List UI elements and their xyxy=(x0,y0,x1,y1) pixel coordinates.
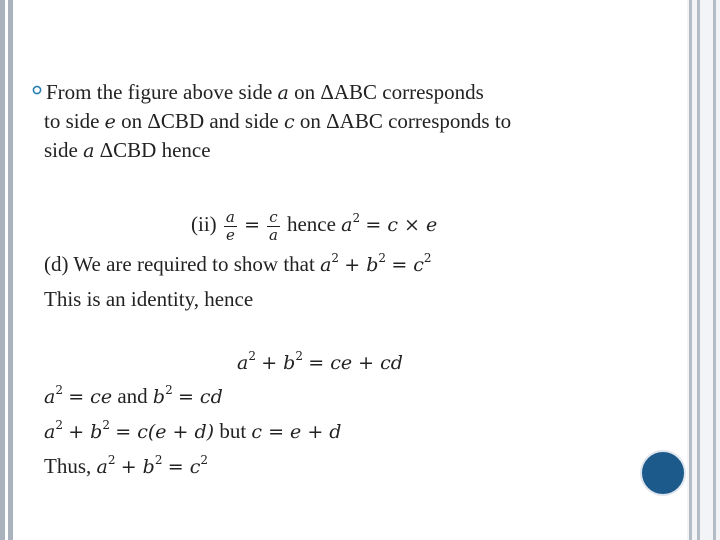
para-line-2 xyxy=(44,108,511,135)
text: side xyxy=(44,138,78,162)
fraction xyxy=(224,209,237,244)
math-expr: + b xyxy=(120,456,155,478)
text: This is an identity, hence xyxy=(44,287,254,311)
math-expr: = c xyxy=(167,456,201,478)
exponent: 2 xyxy=(200,453,208,467)
numerator: a xyxy=(225,207,235,226)
exponent: 2 xyxy=(295,349,303,363)
numerator: c xyxy=(269,207,278,226)
text: From the figure above side xyxy=(46,80,273,104)
text: on ΔABC corresponds xyxy=(294,80,484,104)
exponent: 2 xyxy=(165,383,173,397)
text: Thus, xyxy=(44,454,92,478)
exponent: 2 xyxy=(352,211,361,225)
math-expr: + b xyxy=(344,254,379,276)
text: and xyxy=(117,384,148,408)
math-var: a xyxy=(44,386,56,408)
part-d-line xyxy=(44,251,432,278)
exponent: 2 xyxy=(102,418,110,432)
text: on ΔABC corresponds to xyxy=(299,109,512,133)
math-expr: = cd xyxy=(177,386,223,408)
nav-circle-icon[interactable] xyxy=(640,450,686,496)
math-var: a xyxy=(341,214,353,236)
exponent: 2 xyxy=(107,453,116,467)
exponent: 2 xyxy=(154,453,163,467)
text: on ΔCBD and side xyxy=(121,109,279,133)
equals-sign: = xyxy=(244,214,261,236)
text: to side xyxy=(44,109,100,133)
text: (d) We are required to show that xyxy=(44,252,315,276)
math-expr: = ce xyxy=(68,386,113,408)
exponent: 2 xyxy=(423,251,432,265)
exponent: 2 xyxy=(248,349,256,363)
math-var: c xyxy=(284,111,295,133)
equation-ii xyxy=(191,204,437,244)
math-var: a xyxy=(277,82,289,104)
fraction xyxy=(267,209,279,244)
equation-but-line xyxy=(44,418,341,445)
math-expr: = c xyxy=(391,254,424,276)
math-var: e xyxy=(104,111,116,133)
para-line-1 xyxy=(46,79,484,106)
text: ΔCBD hence xyxy=(99,138,211,162)
identity-line xyxy=(44,286,253,312)
centered-equation xyxy=(237,349,403,376)
math-expr: + b xyxy=(261,352,296,374)
exponent: 2 xyxy=(331,251,340,265)
denominator: e xyxy=(225,225,235,244)
math-var: a xyxy=(237,352,249,374)
text: but xyxy=(219,419,247,443)
exponent: 2 xyxy=(55,383,63,397)
math-expr: c = e + d xyxy=(251,421,342,443)
text: hence xyxy=(286,212,336,236)
math-expr: = c(e + d) xyxy=(115,421,215,443)
exponent: 2 xyxy=(55,418,63,432)
para-line-3 xyxy=(44,137,211,164)
math-var: a xyxy=(44,421,56,443)
math-var: a xyxy=(83,140,95,162)
math-var: a xyxy=(96,456,108,478)
math-expr: = ce + cd xyxy=(308,352,403,374)
denominator: a xyxy=(269,225,278,244)
math-expr: = c × e xyxy=(365,214,438,236)
equation-label: (ii) xyxy=(191,212,217,236)
conclusion-line xyxy=(44,453,208,480)
math-var: b xyxy=(152,386,166,408)
bullet-icon xyxy=(32,85,42,95)
equation-and-line xyxy=(44,383,223,410)
exponent: 2 xyxy=(378,251,387,265)
math-expr: + b xyxy=(68,421,103,443)
math-var: a xyxy=(320,254,332,276)
